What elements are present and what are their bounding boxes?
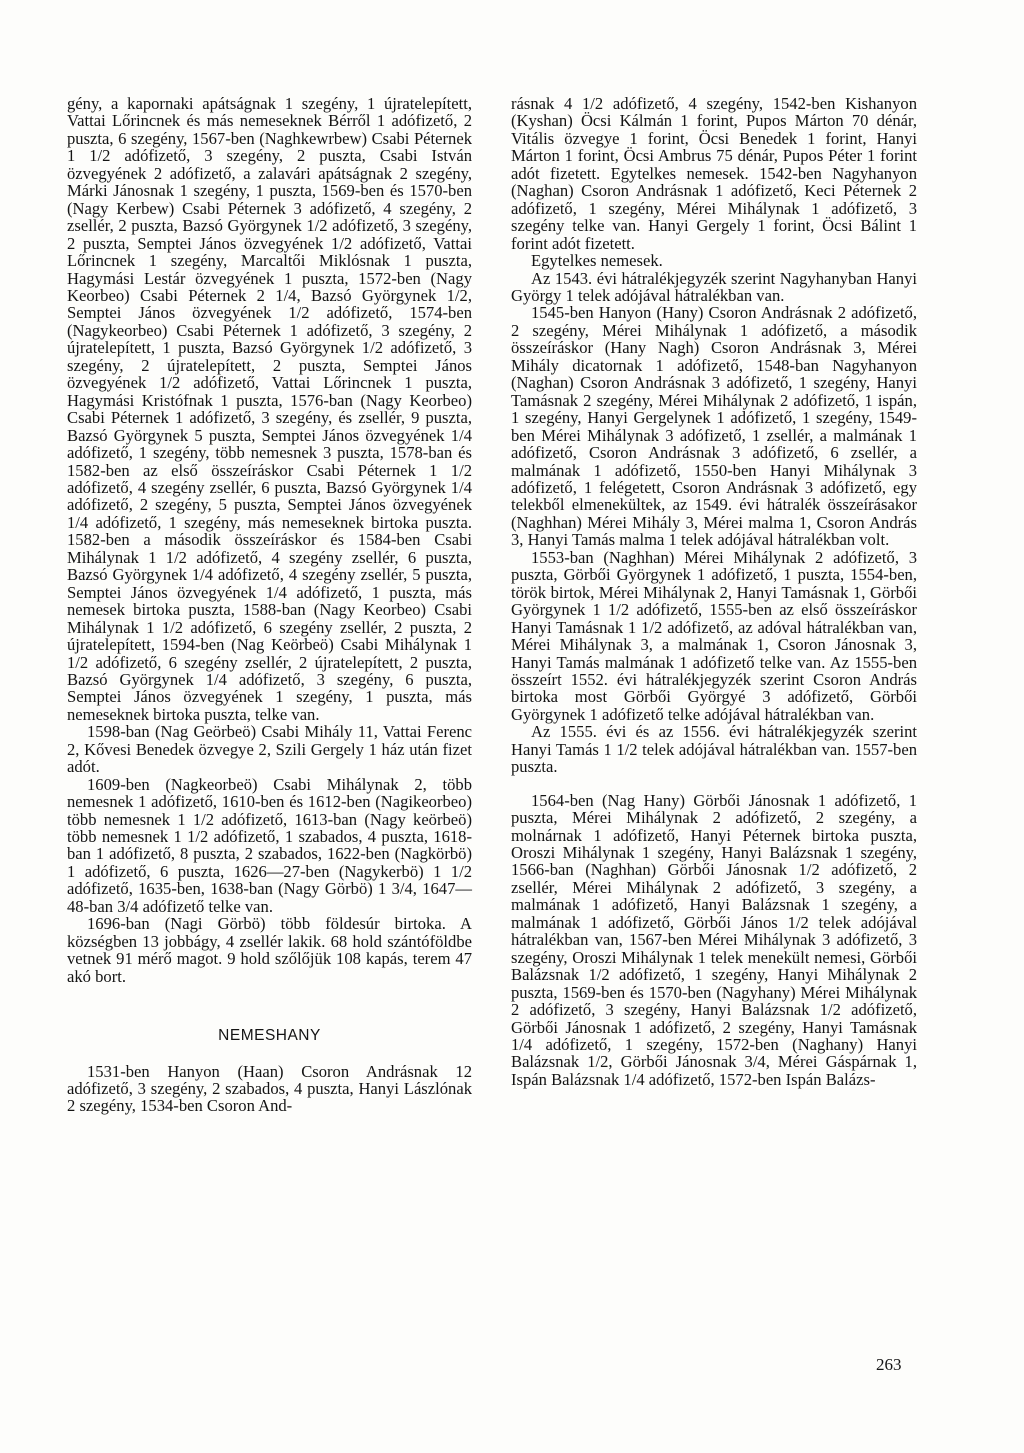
paragraph: Egytelkes nemesek. — [531, 251, 663, 271]
section-heading: NEMESHANY — [218, 1027, 321, 1045]
paragraph: 1531-ben Hanyon (Haan) Csoron Andrásnak 12 adófizető, 3 szegény, 2 szabados, 4 puszta, Hanyi Lászlónak 2 szegény, 1534-ben Csoron And- — [67, 1061, 472, 1116]
paragraph: 1564-ben (Nag Hany) Görbői Jánosnak 1 adófizető, 1 puszta, Mérei Mihálynak 2 adófizető, 2 szegény, a molnárnak 1 adófizető, Hanyi Péternek birtoka puszta, Oroszi Mihálynak 1 szegény, Hanyi Balázsnak 1 szegény, 1566-ban (Naghhan) Görbői Jánosnak 1/2 adófizető, 2 zsellér, Mérei Mihálynak 2 adófizető, 3 szegény, a malmának 1 adófizető, Hanyi Balázsnak 1 szegény, a malmának 1 adófizető, Görbői János 1/2 telek adójával hátralékban van, 1567-ben Mérei Mihálynak 3 adófizető, 3 szegény, Oroszi Mihálynak 1 telek menekült nemesi, Görbői Balázsnak 1/2 adófizető, 1 szegény, Hanyi Mihálynak 2 puszta, 1569-ben és 1570-ben (Nagyhany) Mérei Mihálynak 2 adófizető, 3 szegény, Hanyi Balázsnak 1/2 adófizető, Görbői Jánosnak 1 adófizető, 2 szegény, Hanyi Tamásnak 1/4 adófizető, 1 szegény, 1572-ben (Naghany) Hanyi Balázsnak 1/2, Görbői Jánosnak 3/4, Mérei Gáspárnak 1, Ispán Balázsnak 1/4 adófizető, 1572-ben Ispán Balázs- — [511, 790, 917, 1089]
paragraph: 1696-ban (Nagi Görbö) több földesúr birtoka. A községben 13 jobbágy, 4 zsellér lakik. 68 hold szántóföldbe vetnek 91 mérő magot. 9 hold szőlőjük 108 kapás, terem 47 akó bort. — [67, 914, 472, 986]
paragraph: Az 1555. évi és az 1556. évi hátralékjegyzék szerint Hanyi Tamás 1 1/2 telek adójával hátralékban van. 1557-ben puszta. — [511, 722, 917, 777]
paragraph: 1545-ben Hanyon (Hany) Csoron Andrásnak 2 adófizető, 2 szegény, Mérei Mihálynak 1 adófizető, a második összeíráskor (Hany Nagh) Csoron Andrásnak 3, Mérei Mihály dicatornak 1 adófizető, 1548-ban Nagyhanyon (Naghan) Csoron Andrásnak 3 adófizető, 1 szegény, Hanyi Tamásnak 2 szegény, Mérei Mihálynak 2 adófizető, 1 ispán, 1 szegény, Hanyi Gergelynek 1 adófizető, 1 szegény, 1549-ben Mérei Mihálynak 3 adófizető, 1 zsellér, a malmának 1 adófizető, Csoron Andrásnak 3 adófizető, 6 zsellér, a malmának 1 adófizető, 1550-ben Hanyi Mihálynak 3 adófizető, 1 felégetett, Csoron Andrásnak 3 adófizető, egy telekből elmenekültek, az 1549. évi hátralék összeírásakor (Naghhan) Mérei Mihály 3, Mérei malma 1, Csoron András 3, Hanyi Tamás malma 1 telek adójával hátralékban volt. — [511, 303, 917, 550]
right-column — [511, 95, 917, 1088]
paragraph: 1598-ban (Nag Geörbeö) Csabi Mihály 11, Vattai Ferenc 2, Kővesi Benedek özvegye 2, Szili Gergely 1 ház után fizet adót. — [67, 722, 472, 777]
paragraph: Az 1543. évi hátralékjegyzék szerint Nagyhanyban Hanyi György 1 telek adójával hátralékban van. — [511, 268, 917, 305]
paragraph: 1553-ban (Naghhan) Mérei Mihálynak 2 adófizető, 3 puszta, Görbői Györgynek 1 adófizető, 1 puszta, 1554-ben, török birtok, Mérei Mihálynak 2, Hanyi Tamásnak 1, Görbői Györgynek 1 1/2 adófizető, 1555-ben az első összeíráskor Hanyi Tamásnak 1 1/2 adófizető, az adóval hátralékban van, Mérei Mihálynak 3, a malmának 1, Csoron Jánosnak 3, Hanyi Tamás malmának 1 adófizető telke van. Az 1555-ben összeírt 1552. évi hátralékjegyzék szerint Csoron András birtoka most Görbői Györgyé 3 adófizető, Görbői Györgynek 1 adófizető telke adójával hátralékban van. — [511, 547, 917, 724]
paragraph: rásnak 4 1/2 adófizető, 4 szegény, 1542-ben Kishanyon (Kyshan) Öcsi Kálmán 1 forint, Pupos Márton 70 dénár, Vitális özvegye 1 forint, Öcsi Benedek 1 forint, Hanyi Márton 1 forint, Öcsi Ambrus 75 dénár, Pupos Péter 1 forint adót fizetett. Egytelkes nemesek. 1542-ben Nagyhanyon (Naghan) Csoron Andrásnak 1 adófizető, Keci Péternek 2 adófizető, 1 szegény, Mérei Mihálynak 1 adófizető, 3 szegény telke van. Hanyi Gergely 1 forint, Öcsi Bálint 1 forint adót fizetett. — [511, 94, 917, 253]
left-column — [67, 95, 472, 1115]
page-number: 263 — [876, 1355, 902, 1374]
paragraph: gény, a kapornaki apátságnak 1 szegény, 1 újratelepített, Vattai Lőrincnek és más nemeseknek Bérről 1 adófizető, 2 puszta, 6 szegény, 1567-ben (Naghkewrbew) Csabi Péternek 1 1/2 adófizető, 3 szegény, 2 puszta, Csabi István özvegyének 2 adófizető, a zalavári apátságnak 2 szegény, Márki Jánosnak 1 szegény, 1 puszta, 1569-ben és 1570-ben (Nagy Kerbew) Csabi Péternek 3 adófizető, 4 szegény, 2 zsellér, 2 puszta, Bazsó Györgynek 1/2 adófizető, 3 szegény, 2 puszta, Semptei János özvegyének 1/2 adófizető, Vattai Lőrincnek 1 szegény, Marcaltői Miklósnak 1 puszta, Hagymási Lestár özvegyének 1 puszta, 1572-ben (Nagy Keorbeo) Csabi Péternek 2 1/4, Bazsó Györgynek 1/2, Semptei János özvegyének 1/2 adófizető, 1574-ben (Nagykeorbeo) Csabi Péternek 1 adófizető, 3 szegény, 2 újratelepített, 1 puszta, Bazsó Györgynek 1/2 adófizető, 3 szegény, 2 újratelepített, 2 puszta, Semptei János özvegyének 1/2 adófizető, Vattai Lőrincnek 1 puszta, Hagymási Kristófnak 1 puszta, 1576-ban (Nagy Keorbeo) Csabi Péternek 1 adófizető, 3 szegény, és zsellér, 9 puszta, Bazsó Györgynek 5 puszta, Semptei János özvegyének 1/4 adófizető, 1 szegény, több nemesnek 3 puszta, 1578-ban és 1582-ben az első összeíráskor Csabi Péternek 1 1/2 adófizető, 4 szegény zsellér, 6 puszta, Bazsó Györgynek 1/4 adófizető, 2 szegény, 5 puszta, Semptei János özvegyének 1/4 adófizető, 1 szegény, más nemeseknek birtoka puszta. 1582-ben a második összeíráskor és 1584-ben Csabi Mihálynak 1 1/2 adófizető, 4 szegény zsellér, 6 puszta, Bazsó Györgynek 1/4 adófizető, 4 szegény zsellér, 5 puszta, Semptei János özvegyének 1/4 adófizető, 1 puszta, más nemesek birtoka puszta, 1588-ban (Nagy Keorbeo) Csabi Mihálynak 1 1/2 adófizető, 6 szegény zsellér, 2 puszta, 2 újratelepített, 1594-ben (Nag Keörbeö) Csabi Mihálynak 1 1/2 adófizető, 6 szegény zsellér, 2 újratelepített, 2 puszta, Bazsó Györgynek 1/4 adófizető, 3 szegény, 6 puszta, Semptei János özvegyének 1 szegény, 1 puszta, más nemeseknek birtoka puszta, telke van. — [67, 94, 472, 724]
paragraph: 1609-ben (Nagkeorbeö) Csabi Mihálynak 2, több nemesnek 1 adófizető, 1610-ben és 1612-ben (Nagikeorbeo) több nemesnek 1 1/2 adófizető, 1613-ban (Nagy keörbeö) több nemesnek 1 1/2 adófizető, 1 szabados, 4 puszta, 1618-ban 1 adófizető, 8 puszta, 2 szabados, 1622-ben (Nagkörbö) 1 adófizető, 6 puszta, 1626—27-ben (Nagykerbö) 1 1/2 adófizető, 1635-ben, 1638-ban (Nagy Görbö) 1 3/4, 1647—48-ban 3/4 adófizető telke van. — [67, 774, 472, 916]
